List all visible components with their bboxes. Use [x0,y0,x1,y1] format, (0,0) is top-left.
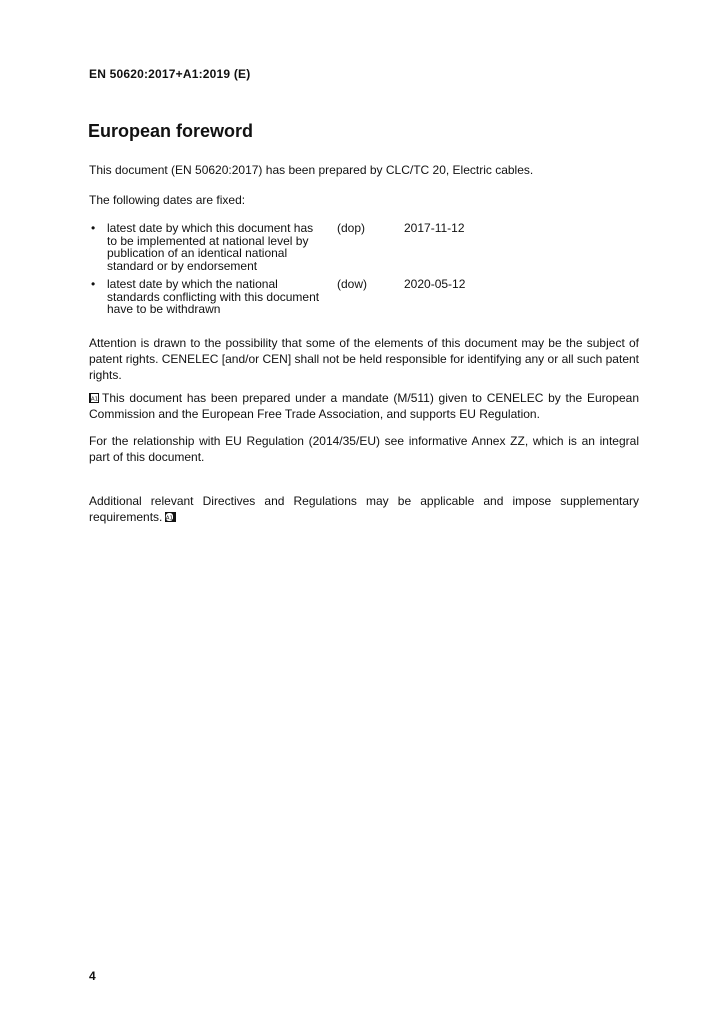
additional-paragraph [89,493,639,525]
amendment-start-marker: A1 [90,396,99,403]
page-number: 4 [89,969,96,983]
date-value: 2020-05-12 [404,277,466,291]
bullet-icon: • [91,221,96,235]
amendment-end-marker: A1 [166,515,174,522]
date-abbreviation: (dow) [337,277,368,291]
amendment-end-icon [165,510,176,520]
list-item [89,222,639,278]
dates-list [89,222,639,316]
patent-notice-paragraph: Attention is drawn to the possibility that some of the elements of this document may be the subject of patent rights. CENELEC [and/or CEN] shall not be held responsible for identifying any or all such patent rights. [89,336,639,382]
amendment-start-icon [89,391,99,401]
section-title: European foreword [88,121,254,141]
date-value: 2017-11-12 [404,221,465,235]
date-abbreviation: (dop) [337,221,366,235]
dates-intro-paragraph: The following dates are fixed: [89,193,246,207]
date-description: latest date by which the national standards conflicting with this document have to be withdrawn [107,277,320,316]
annex-paragraph: For the relationship with EU Regulation (2014/35/EU) see informative Annex ZZ, which is an integral part of this document. [89,434,639,464]
additional-text: Additional relevant Directives and Regulations may be applicable and impose supplementary requirements. [89,494,639,524]
mandate-text: This document has been prepared under a mandate (M/511) given to CENELEC by the European Commission and the European Free Trade Association, and supports EU Regulation. [89,391,639,421]
mandate-paragraph [89,390,639,422]
intro-paragraph: This document (EN 50620:2017) has been prepared by CLC/TC 20, Electric cables. [89,163,534,177]
date-description: latest date by which this document has to be implemented at national level by publication of an identical national standard or by endorsement [107,221,314,273]
bullet-icon: • [91,277,96,291]
list-item [89,278,639,316]
document-header: EN 50620:2017+A1:2019 (E) [89,67,251,81]
